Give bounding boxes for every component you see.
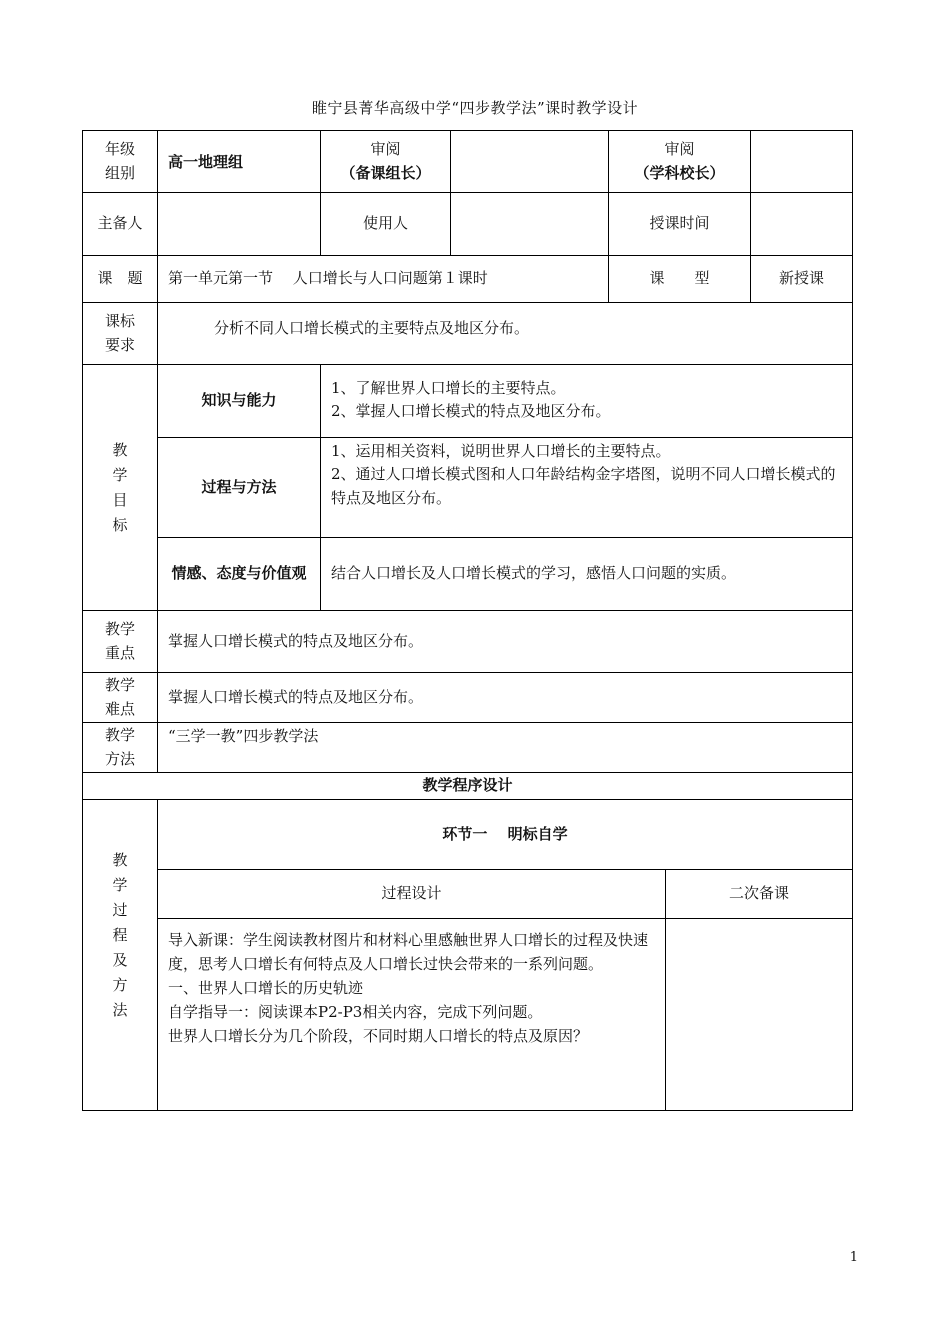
program-side-char: 及 <box>112 950 128 969</box>
review1-label: 审阅 <box>370 140 401 159</box>
objectives-char: 标 <box>112 515 128 534</box>
review-group-leader-label <box>321 131 450 192</box>
method-value: “三学一教”四步教学法 <box>168 727 319 745</box>
content-line: 世界人口增长分为几个阶段，不同时期人口增长的特点及原因？ <box>168 1027 589 1045</box>
second-prep-content[interactable] <box>666 919 852 1110</box>
review-group-leader-value[interactable] <box>451 131 608 192</box>
program-title: 教学程序设计 <box>422 776 513 795</box>
objectives-char: 目 <box>112 490 128 509</box>
knowledge-content <box>321 365 852 437</box>
review-principal-label <box>609 131 750 192</box>
topic-value: 第一单元第一节 人口增长与人口问题第１课时 <box>168 269 488 288</box>
review-principal-value[interactable] <box>751 131 852 192</box>
second-prep-header: 二次备课 <box>728 884 789 903</box>
user-value[interactable] <box>451 193 608 255</box>
standard-value: 分析不同人口增长模式的主要特点及地区分布。 <box>214 319 530 337</box>
method-label <box>83 723 157 772</box>
main-preparer-label: 主备人 <box>97 214 143 233</box>
method-label-line2: 方法 <box>104 749 135 768</box>
process-method-content <box>321 438 852 537</box>
review2-role: （学科校长） <box>634 163 725 182</box>
content-line: 导入新课：学生阅读教材图片和材料心里感触世界人口增长的过程及快速度，思考人口增长有何特点及人口增长过快会带来的一系列问题。 <box>168 931 649 973</box>
teaching-time-value[interactable] <box>751 193 852 255</box>
topic-label: 课 题 <box>97 269 143 288</box>
key-point-label-line2: 重点 <box>104 643 135 662</box>
difficulty-label-line1: 教学 <box>104 676 135 695</box>
content-line: 自学指导一：阅读课本P2-P3相关内容，完成下列问题。 <box>168 1003 543 1021</box>
method-label-line1: 教学 <box>104 726 135 745</box>
key-point-label <box>83 611 157 672</box>
standard-label <box>83 303 157 364</box>
knowledge-label: 知识与能力 <box>201 391 277 410</box>
difficulty-label <box>83 673 157 722</box>
objectives-char: 学 <box>112 465 128 484</box>
page-title: 睢宁县菁华高级中学“四步教学法”课时教学设计 <box>311 99 639 117</box>
standard-label-line1: 课标 <box>104 312 135 331</box>
program-side-label <box>83 800 157 1110</box>
process-line: 1、运用相关资料，说明世界人口增长的主要特点。 <box>331 442 671 460</box>
program-side-char: 过 <box>112 900 128 919</box>
key-point-label-line1: 教学 <box>104 620 135 639</box>
section-title: 环节一 明标自学 <box>442 824 568 843</box>
objectives-char: 教 <box>112 440 128 459</box>
lesson-type-value: 新授课 <box>778 269 824 288</box>
group-value: 高一地理组 <box>168 153 244 171</box>
program-side-char: 法 <box>112 1000 128 1019</box>
lesson-type-label: 课 型 <box>649 269 710 288</box>
process-design-header: 过程设计 <box>381 884 442 903</box>
knowledge-line: 2、掌握人口增长模式的特点及地区分布。 <box>331 402 611 421</box>
main-preparer-value[interactable] <box>158 193 320 255</box>
process-design-content <box>158 919 665 1110</box>
teaching-time-label: 授课时间 <box>649 214 710 233</box>
page-number: 1 <box>849 1250 858 1265</box>
knowledge-line: 1、了解世界人口增长的主要特点。 <box>331 379 566 397</box>
group-label: 组别 <box>104 163 135 182</box>
emotion-value: 结合人口增长及人口增长模式的学习，感悟人口问题的实质。 <box>331 564 737 583</box>
program-side-char: 方 <box>112 975 128 994</box>
review2-label: 审阅 <box>664 140 695 159</box>
difficulty-label-line2: 难点 <box>104 699 135 718</box>
program-side-char: 教 <box>112 850 128 869</box>
program-side-char: 学 <box>112 875 128 894</box>
program-side-char: 程 <box>112 925 128 944</box>
grade-group-label <box>83 131 157 192</box>
review1-role: （备课组长） <box>340 163 431 182</box>
user-label: 使用人 <box>362 214 408 233</box>
difficulty-value: 掌握人口增长模式的特点及地区分布。 <box>168 687 424 706</box>
process-method-label: 过程与方法 <box>201 477 277 496</box>
process-line: 2、通过人口增长模式图和人口年龄结构金字塔图，说明不同人口增长模式的特点及地区分布。 <box>331 465 836 507</box>
emotion-label: 情感、态度与价值观 <box>171 564 307 583</box>
standard-label-line2: 要求 <box>104 335 135 354</box>
objectives-label <box>83 365 157 610</box>
key-point-value: 掌握人口增长模式的特点及地区分布。 <box>168 631 424 650</box>
grade-label: 年级 <box>104 140 135 159</box>
content-line: 一、世界人口增长的历史轨迹 <box>168 979 364 997</box>
